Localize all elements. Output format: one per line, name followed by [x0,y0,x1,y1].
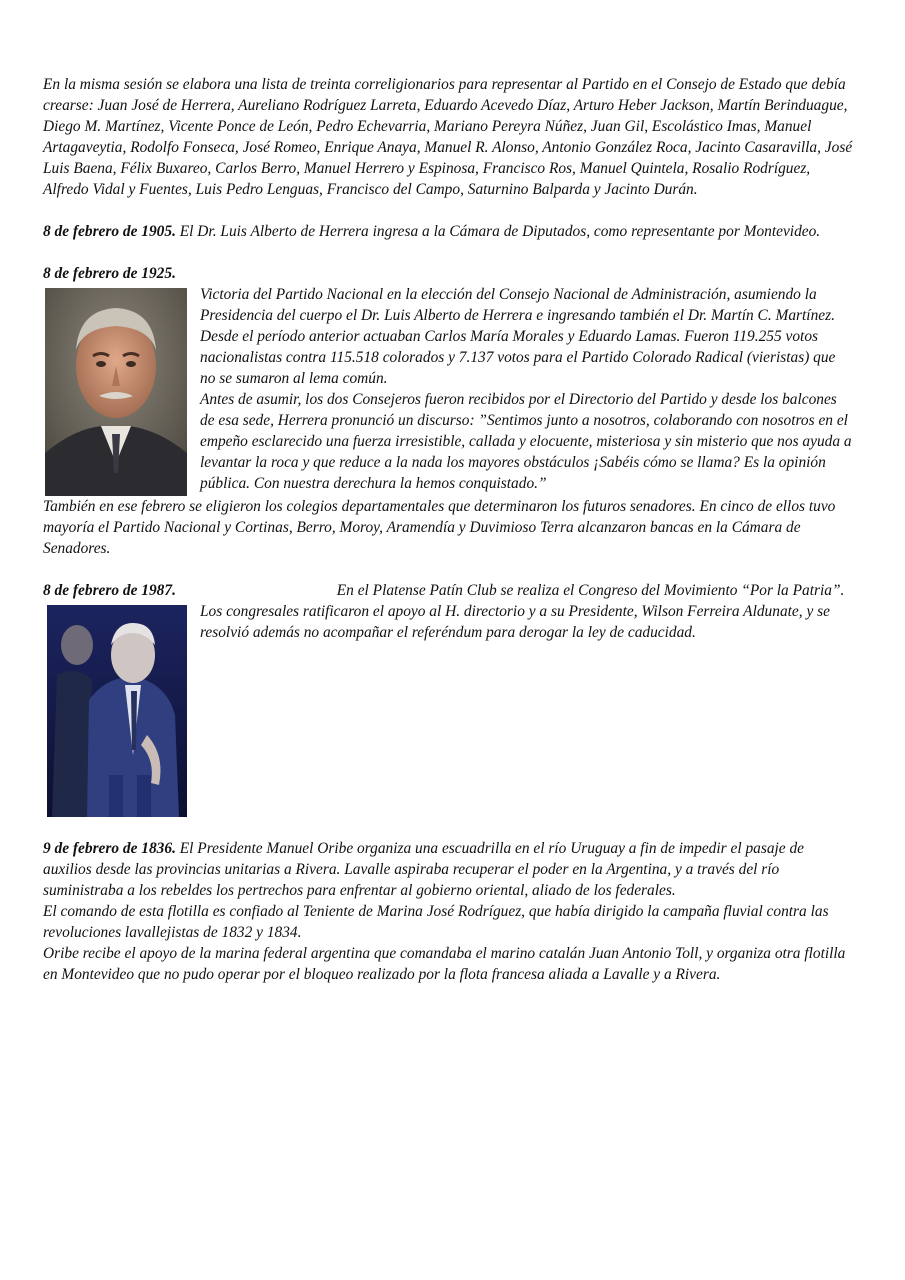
ferreira-aldunate-photo [47,605,187,817]
entry-1925-paragraph-2: Antes de asumir, los dos Consejeros fueron recibidos por el Directorio del Partido y desde los balcones de esa sede, Herrera pronunció un discurso: ”Sentimos junto a nosotros, colaborando con nosotros en el empeño esclarecido una fuerza irresistible, callada y elocuente, misteriosa y sin misterio que nos ayuda a levantar la roca y que reduce a la nada los mayores obstáculos ¡Sabéis cómo se llama? Es la opinión pública. Con nuestra derechura la hemos conquistado.” [200,391,852,492]
entry-date: 8 de febrero de 1987. [43,582,176,599]
entry-date: 9 de febrero de 1836. [43,840,176,857]
entry-1925-paragraph-1: Victoria del Partido Nacional en la elección del Consejo Nacional de Administración, asumiendo la Presidencia del cuerpo el Dr. Luis Alberto de Herrera e ingresando también el Dr. Martín C. Martínez. Desde el período anterior actuaban Carlos María Morales y Eduardo Lamas. Fueron 119.255 votos nacionalistas contra 115.518 colorados y 7.137 votos para el Partido Colorado Radical (vieristas) que no se sumaron al lema común. [200,286,836,387]
entry-1836-paragraph-1: El Presidente Manuel Oribe organiza una escuadrilla en el río Uruguay a fin de impedir el pasaje de auxilios desde las provincias unitarias a Rivera. Lavalle aspiraba recuperar el poder en la Argentina, y a través del río suministraba a los rebeldes los pertrechos para enfrentar al gobierno oriental, aliado de los federales. [43,840,805,899]
entry-1905 [43,221,853,242]
entry-date: 8 de febrero de 1905. [43,223,176,240]
entry-date: 8 de febrero de 1925. [43,265,176,282]
entry-text: El Dr. Luis Alberto de Herrera ingresa a la Cámara de Diputados, como representante por Montevideo. [175,223,821,240]
entry-1836-paragraph-3: Oribe recibe el apoyo de la marina federal argentina que comandaba el marino catalán Juan Antonio Toll, y organiza otra flotilla en Montevideo que no pudo operar por el bloqueo realizado por la flota francesa aliada a Lavalle y a Rivera. [43,945,846,983]
entry-1925 [43,263,853,559]
document-page [43,74,853,985]
entry-1836 [43,838,853,985]
entry-1925-paragraph-3: También en ese febrero se eligieron los colegios departamentales que determinaron los futuros senadores. En cinco de ellos tuvo mayoría el Partido Nacional y Cortinas, Berro, Moroy, Aramendía y Duvimioso Terra alcanzaron bancas en la Cámara de Senadores. [43,498,836,557]
entry-1987-text: En el Platense Patín Club se realiza el Congreso del Movimiento “Por la Patria”. Los congresales ratificaron el apoyo al H. directorio y a su Presidente, Wilson Ferreira Aldunate, y se resolvió además no acompañar el referéndum para derogar la ley de caducidad. [200,582,845,641]
herrera-portrait-photo [45,288,187,496]
entry-1987 [43,580,853,817]
entry-1836-paragraph-2: El comando de esta flotilla es confiado al Teniente de Marina José Rodríguez, que había dirigido la campaña fluvial contra las revoluciones lavallejistas de 1832 y 1834. [43,903,829,941]
intro-paragraph: En la misma sesión se elabora una lista de treinta correligionarios para representar al Partido en el Consejo de Estado que debía crearse: Juan José de Herrera, Aureliano Rodríguez Larreta, Eduardo Acevedo Díaz, Arturo Heber Jackson, Martín Berinduague, Diego M. Martínez, Vicente Ponce de León, Pedro Echevarria, Mariano Pereyra Núñez, Juan Gil, Escolástico Imas, Manuel Artagaveytia, Rodolfo Fonseca, José Romeo, Enrique Anaya, Manuel R. Alonso, Antonio González Roca, Jacinto Casaravilla, José Luis Baena, Félix Buxareo, Carlos Berro, Manuel Herrero y Espinosa, Francisco Ros, Manuel Quintela, Rosalio Rodríguez, Alfredo Vidal y Fuentes, Luis Pedro Lenguas, Francisco del Campo, Saturnino Balparda y Jacinto Durán. [43,76,853,198]
